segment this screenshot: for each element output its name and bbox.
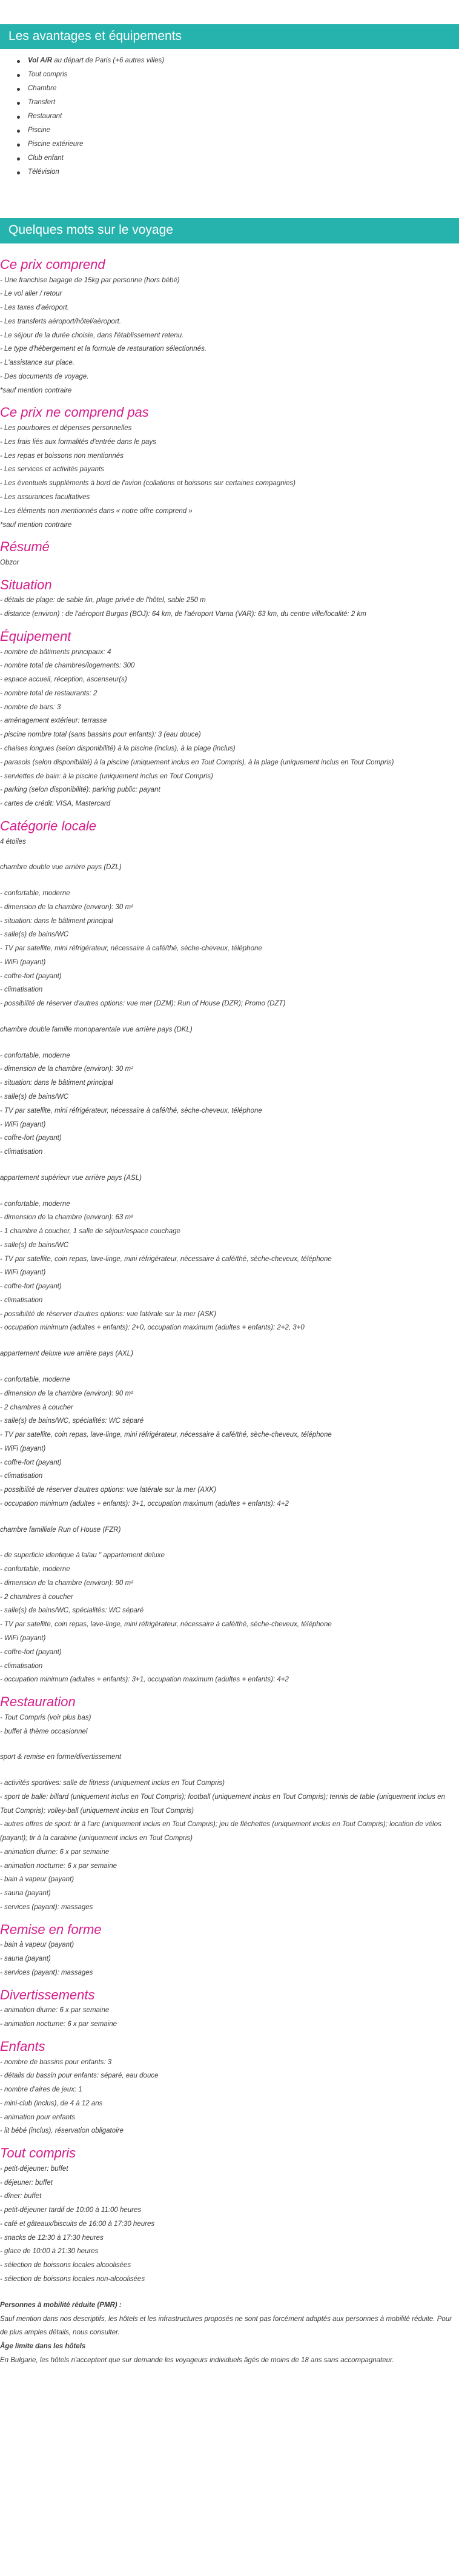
text-line: - aménagement extérieur: terrasse (0, 717, 107, 725)
text-line: - détails du bassin pour enfants: séparé, eau douce (0, 2072, 159, 2080)
feature-item-label: Piscine extérieure (28, 141, 84, 148)
feature-item (22, 165, 459, 179)
text-line: - Les pourboires et dépenses personnelles (0, 425, 132, 432)
text-line: - 1 chambre à coucher, 1 salle de séjour/espace couchage (0, 1228, 180, 1236)
text-line: - occupation minimum (adultes + enfants): 3+1, occupation maximum (adultes + enfants): 4+2 (0, 1676, 289, 1684)
text-line: - services (payant): massages (0, 1968, 93, 1976)
feature-item (22, 96, 459, 110)
text-line: - services (payant): massages (0, 1903, 93, 1911)
text-line: - climatisation (0, 1296, 43, 1304)
text-line: - activités sportives: salle de fitness (uniquement inclus en Tout Compris) (0, 1780, 225, 1787)
text-line: - salle(s) de bains/WC (0, 931, 69, 939)
section-title-situation: Situation (0, 577, 52, 592)
text-line: - cartes de crédit: VISA, Mastercard (0, 800, 111, 808)
section-title-remise-en-forme: Remise en forme (0, 1921, 102, 1937)
text-line: - animation pour enfants (0, 2113, 76, 2121)
text-line: - possibilité de réserver d'autres options: vue latérale sur la mer (AXK) (0, 1486, 216, 1494)
text-line: - salle(s) de bains/WC (0, 1241, 69, 1249)
feature-item-label: Transfert (28, 99, 56, 107)
text-line: - coffre-fort (payant) (0, 1648, 62, 1656)
section-title-categorie-locale: Catégorie locale (0, 818, 96, 833)
text-line: - L'assistance sur place. (0, 359, 75, 367)
feature-item-bold: Vol A/R (28, 57, 53, 65)
text-line: - Les services et activités payants (0, 466, 104, 474)
text-line: - Les assurances facultatives (0, 493, 90, 501)
section-title-enfants: Enfants (0, 2038, 45, 2054)
text-line: chambre double famille monoparentale vue arrière pays (DKL) (0, 1025, 193, 1033)
feature-item-label: Chambre (28, 85, 57, 93)
text-line: - salle(s) de bains/WC, spécialités: WC séparé (0, 1417, 144, 1425)
text-line: - Les éléments non mentionnés dans « notre offre comprend » (0, 507, 193, 515)
feature-item (22, 110, 459, 124)
text-line: - WiFi (payant) (0, 1445, 46, 1452)
text-line: - piscine nombre total (sans bassins pour enfants): 3 (eau douce) (0, 731, 201, 739)
text-line: - mini-club (inclus), de 4 à 12 ans (0, 2099, 103, 2107)
text-line: - coffre-fort (payant) (0, 972, 62, 980)
text-line: - bain à vapeur (payant) (0, 1941, 74, 1949)
text-line: appartement supérieur vue arrière pays (ASL) (0, 1174, 142, 1182)
features-header: Les avantages et équipements (0, 24, 459, 49)
text-line: - détails de plage: de sable fin, plage privée de l'hôtel, sable 250 m (0, 597, 206, 604)
text-line: - Les transferts aéroport/hôtel/aéroport. (0, 317, 122, 325)
feature-item-label: Club enfant (28, 154, 64, 162)
text-line: - situation: dans le bâtiment principal (0, 1079, 113, 1087)
text-line: - dimension de la chambre (environ): 90 m² (0, 1389, 133, 1397)
text-line: - WiFi (payant) (0, 1635, 46, 1643)
bold-heading: Personnes à mobilité réduite (PMR) : (0, 2301, 122, 2309)
text-line: - parking (selon disponibilité): parking public: payant (0, 786, 160, 794)
text-line: - sauna (payant) (0, 1890, 51, 1898)
text-line: - TV par satellite, coin repas, lave-linge, mini réfrigérateur, nécessaire à café/thé, sèche-cheveux, téléphone (0, 1255, 332, 1263)
text-line: - confortable, moderne (0, 1566, 70, 1574)
bold-heading: Âge limite dans les hôtels (0, 2343, 86, 2351)
text-line: - climatisation (0, 1148, 43, 1156)
text-line: - TV par satellite, coin repas, lave-linge, mini réfrigérateur, nécessaire à café/thé, sèche-cheveux, téléphone (0, 1431, 332, 1439)
text-line: - confortable, moderne (0, 890, 70, 898)
text-line: - distance (environ) : de l'aéroport Burgas (BOJ): 64 km, de l'aéroport Varna (VAR): 63 km, du centre ville/localité: 2 km (0, 611, 366, 618)
text-line: *sauf mention contraire (0, 521, 72, 529)
text-line: - buffet à thème occasionnel (0, 1727, 88, 1735)
text-line: - glace de 10:00 à 21:30 heures (0, 2248, 99, 2256)
section-title-divertissements: Divertissements (0, 1987, 95, 2002)
text-line: - snacks de 12:30 à 17:30 heures (0, 2234, 104, 2242)
section-title-restauration: Restauration (0, 1694, 76, 1710)
text-line: - nombre de bassins pour enfants: 3 (0, 2058, 112, 2066)
text-line: - confortable, moderne (0, 1376, 70, 1383)
text-line: chambre double vue arrière pays (DZL) (0, 864, 122, 872)
trip-content (0, 243, 459, 2368)
text-line: - animation diurne: 6 x par semaine (0, 2007, 110, 2015)
feature-item (22, 82, 459, 96)
text-line: appartement deluxe vue arrière pays (AXL) (0, 1350, 133, 1358)
text-line: - Des documents de voyage. (0, 372, 89, 380)
text-line: - climatisation (0, 1662, 43, 1670)
text-line: - sport de balle: billard (uniquement inclus en Tout Compris); football (uniquement inclus en Tout Compris); tennis de table (uniquement inclus en Tout Compris); volley-ball (uniquement inclus en Tout Compris) (0, 1793, 445, 1815)
text-line: - WiFi (payant) (0, 958, 46, 966)
section-title-prix-comprend: Ce prix comprend (0, 256, 105, 272)
text-line: - salle(s) de bains/WC (0, 1093, 69, 1101)
text-line: - situation: dans le bâtiment principal (0, 917, 113, 925)
text-line: - coffre-fort (payant) (0, 1134, 62, 1142)
feature-item-label: Tout compris (28, 71, 68, 79)
text-line: - autres offres de sport: tir à l'arc (uniquement inclus en Tout Compris); jeu de fléchettes (uniquement inclus en Tout Compris); location de vélos (payant); tir à la carabine (uniquement inclus en Tout Compris) (0, 1821, 441, 1843)
text-line: - sélection de boissons locales non-alcoolisées (0, 2276, 145, 2283)
text-line: - parasols (selon disponibilité) à la piscine (uniquement inclus en Tout Compris), à la plage (uniquement inclus en Tout Compris) (0, 758, 394, 766)
text-line: En Bulgarie, les hôtels n'acceptent que sur demande les voyageurs individuels âgés de moins de 18 ans sans accompagnateur. (0, 2356, 394, 2364)
text-line: - nombre total de restaurants: 2 (0, 689, 97, 697)
section-title-equipement: Équipement (0, 628, 71, 644)
feature-item-label: Piscine (28, 127, 51, 134)
feature-item (22, 151, 459, 165)
text-line: - Une franchise bagage de 15kg par personne (hors bébé) (0, 276, 180, 284)
text-line: - Tout Compris (voir plus bas) (0, 1713, 91, 1721)
feature-item-label: Télévision (28, 168, 59, 176)
text-line: - Le type d'hébergement et la formule de restauration sélectionnés. (0, 345, 207, 353)
text-line: Obzor (0, 558, 19, 566)
text-line: - animation diurne: 6 x par semaine (0, 1848, 110, 1856)
text-line: - possibilité de réserver d'autres options: vue mer (DZM); Run of House (DZR); Promo (DZT) (0, 1000, 286, 1008)
text-line: - café et gâteaux/biscuits de 16:00 à 17:30 heures (0, 2220, 155, 2228)
text-line: - bain à vapeur (payant) (0, 1876, 74, 1884)
features-list (0, 49, 459, 188)
text-line: - nombre de bâtiments principaux: 4 (0, 648, 111, 656)
text-line: - occupation minimum (adultes + enfants): 3+1, occupation maximum (adultes + enfants): 4+2 (0, 1500, 289, 1508)
text-line: chambre familliale Run of House (FZR) (0, 1526, 121, 1534)
feature-item (22, 124, 459, 137)
text-line: - animation nocturne: 6 x par semaine (0, 1862, 117, 1870)
text-line: - dimension de la chambre (environ): 30 m² (0, 903, 133, 911)
text-line: - 2 chambres à coucher (0, 1593, 73, 1601)
section-title-resume: Résumé (0, 539, 50, 555)
text-line: - 2 chambres à coucher (0, 1403, 73, 1411)
section-title-prix-ne-comprend-pas: Ce prix ne comprend pas (0, 405, 149, 420)
text-line: - confortable, moderne (0, 1051, 70, 1059)
trip-header: Quelques mots sur le voyage (0, 218, 459, 243)
text-line: - possibilité de réserver d'autres options: vue latérale sur la mer (ASK) (0, 1310, 216, 1318)
text-line: - Le vol aller / retour (0, 290, 62, 298)
text-line: - WiFi (payant) (0, 1269, 46, 1277)
text-line: - dimension de la chambre (environ): 90 m² (0, 1579, 133, 1587)
text-line: - WiFi (payant) (0, 1121, 46, 1128)
text-line: - espace accueil, réception, ascenseur(s) (0, 676, 127, 684)
text-line: - TV par satellite, mini réfrigérateur, nécessaire à café/thé, sèche-cheveux, téléphone (0, 945, 262, 953)
text-line: - confortable, moderne (0, 1200, 70, 1208)
feature-item (22, 68, 459, 82)
text-line: - salle(s) de bains/WC, spécialités: WC séparé (0, 1607, 144, 1615)
text-line: - Les frais liés aux formalités d'entrée dans le pays (0, 438, 156, 446)
section-title-tout-compris: Tout compris (0, 2145, 76, 2161)
text-line: - petit-déjeuner tardif de 10:00 à 11:00 heures (0, 2207, 142, 2214)
text-line: - chaises longues (selon disponibilité) à la piscine (inclus), à la plage (inclus) (0, 744, 236, 752)
text-line: - TV par satellite, coin repas, lave-linge, mini réfrigérateur, nécessaire à café/thé, sèche-cheveux, téléphone (0, 1621, 332, 1629)
text-line: - nombre total de chambres/logements: 300 (0, 662, 135, 670)
text-line: - Les repas et boissons non mentionnés (0, 452, 124, 460)
text-line: - dimension de la chambre (environ): 63 m² (0, 1214, 133, 1222)
text-line: - animation nocturne: 6 x par semaine (0, 2021, 117, 2028)
text-line: - coffre-fort (payant) (0, 1459, 62, 1466)
text-line: - sélection de boissons locales alcoolisées (0, 2262, 131, 2270)
text-line: - sauna (payant) (0, 1955, 51, 1963)
text-line: - Le séjour de la durée choisie, dans l'établissement retenu. (0, 331, 184, 339)
text-line: - climatisation (0, 986, 43, 994)
text-line: - nombre de bars: 3 (0, 703, 61, 711)
text-line: - Les taxes d'aéroport. (0, 304, 70, 312)
text-line: 4 étoiles (0, 838, 26, 846)
text-line: Sauf mention dans nos descriptifs, les hôtels et les infrastructures proposés ne sont pas forcément adaptés aux personnes à mobilité réduite. Pour de plus amples détails, nous consulter. (0, 2315, 452, 2337)
text-line: *sauf mention contraire (0, 386, 72, 394)
text-line: - TV par satellite, mini réfrigérateur, nécessaire à café/thé, sèche-cheveux, téléphone (0, 1107, 262, 1114)
text-line: - coffre-fort (payant) (0, 1283, 62, 1291)
feature-item-label: au départ de Paris (+6 autres villes) (52, 57, 165, 65)
feature-item (22, 54, 459, 68)
text-line: - nombre d'aires de jeux: 1 (0, 2086, 82, 2094)
text-line: - serviettes de bain: à la piscine (uniquement inclus en Tout Compris) (0, 772, 213, 780)
text-line: - de superficie identique à la/au " appartement deluxe (0, 1552, 165, 1560)
text-line: - dîner: buffet (0, 2193, 42, 2200)
text-line: sport & remise en forme/divertissement (0, 1753, 122, 1761)
text-line: - petit-déjeuner: buffet (0, 2165, 68, 2173)
text-line: - lit bébé (inclus), réservation obligatoire (0, 2127, 124, 2135)
text-line: - déjeuner: buffet (0, 2179, 53, 2187)
text-line: - Les éventuels suppléments à bord de l'avion (collations et boissons sur certaines compagnies) (0, 480, 296, 488)
text-line: - occupation minimum (adultes + enfants): 2+0, occupation maximum (adultes + enfants): 2+2, 3+0 (0, 1324, 305, 1332)
text-line: - dimension de la chambre (environ): 30 m² (0, 1065, 133, 1073)
text-line: - climatisation (0, 1472, 43, 1480)
feature-item-label: Restaurant (28, 113, 62, 121)
feature-item (22, 137, 459, 151)
